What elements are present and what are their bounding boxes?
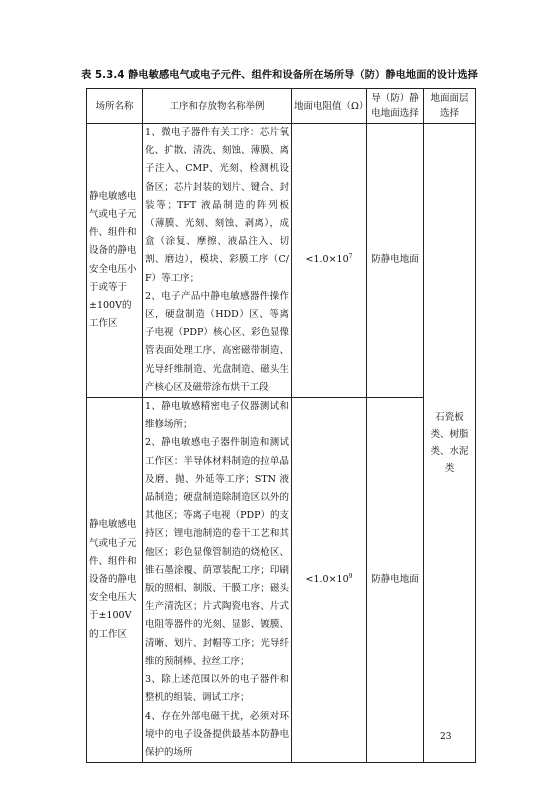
work-item: 1、静电敏感精密电子仪器测试和维修场所； xyxy=(145,401,289,431)
table-row xyxy=(87,124,476,398)
resistance-exponent: 7 xyxy=(348,253,353,261)
table-row xyxy=(87,398,476,763)
place-cell: 静电敏感电气或电子元件、组件和设备的静电安全电压小于或等于±100V的工作区 xyxy=(87,124,143,398)
work-item: 2、电子产品中静电敏感器件操作区，硬盘制造（HDD）区、等离子电视（PDP）核心区、彩色显像管表面处理工序、高密磁带制造、光导纤维制造、光盘制造、磁头生产核心区及磁带涂布烘干工段 xyxy=(145,290,289,393)
header-resistance: 地面电阻值（Ω） xyxy=(292,89,367,124)
header-layer: 地面面层选择 xyxy=(424,89,476,124)
resistance-cell xyxy=(292,398,367,763)
header-place: 场所名称 xyxy=(87,89,143,124)
place-cell: 静电敏感电气或电子元件、组件和设备的静电安全电压大于±100V的工作区 xyxy=(87,398,143,763)
selection-cell: 防静电地面 xyxy=(367,398,424,763)
work-item: 2、静电敏感电子器件制造和测试工作区：半导体材料制造的拉单晶及磨、抛、外延等工序；STN 液晶制造；硬盘制造除制造区以外的其他区；等离子电视（PDP）的支持区；锂电池制造的卷干工艺和其他区；彩色显像管制造的烧枪区、锥石墨涂覆、荫罩装配工序；印刷版的照相、制版、干膜工序；磁头生产清洗区；片式陶瓷电容、片式电阻等器件的光刻、显影、镀膜、清晰、划片、封帽等工序；光导纤维的预制棒、拉丝工序； xyxy=(145,437,289,667)
resistance-cell xyxy=(292,124,367,398)
work-item: 4、存在外部电磁干扰，必须对环境中的电子设备提供最基本防静电保护的场所 xyxy=(145,710,289,758)
resistance-value: <1.0×10 xyxy=(305,573,349,585)
work-item: 3、除上述范围以外的电子器件和整机的组装、调试工序； xyxy=(145,674,289,704)
header-selection: 导（防）静电地面选择 xyxy=(367,89,424,124)
design-selection-table xyxy=(86,88,476,763)
work-cell xyxy=(143,124,292,398)
table-header-row xyxy=(87,89,476,124)
resistance-exponent: 9 xyxy=(348,572,353,580)
selection-cell: 防静电地面 xyxy=(367,124,424,398)
work-cell xyxy=(143,398,292,763)
table-caption: 表 5.3.4 静电敏感电气或电子元件、组件和设备所在场所导（防）静电地面的设计选择 xyxy=(81,70,478,81)
resistance-value: <1.0×10 xyxy=(305,254,349,266)
page-number: 23 xyxy=(440,732,452,742)
work-item: 1、微电子器件有关工序：芯片氧化、扩散、清洗、刻蚀、薄膜、离子注入、CMP、光刻、检测机设备区；芯片封装的划片、键合、封装等；TFT 液晶制造的阵列板（薄膜、光刻、刻蚀、剥离），成盒（涂复、摩擦、液晶注入、切割、磨边），模块、彩膜工序（C/F）等工序； xyxy=(145,127,289,284)
layer-cell: 石瓷板类、树脂类、水泥类 xyxy=(424,124,476,763)
header-work: 工序和存放物名称举例 xyxy=(143,89,292,124)
